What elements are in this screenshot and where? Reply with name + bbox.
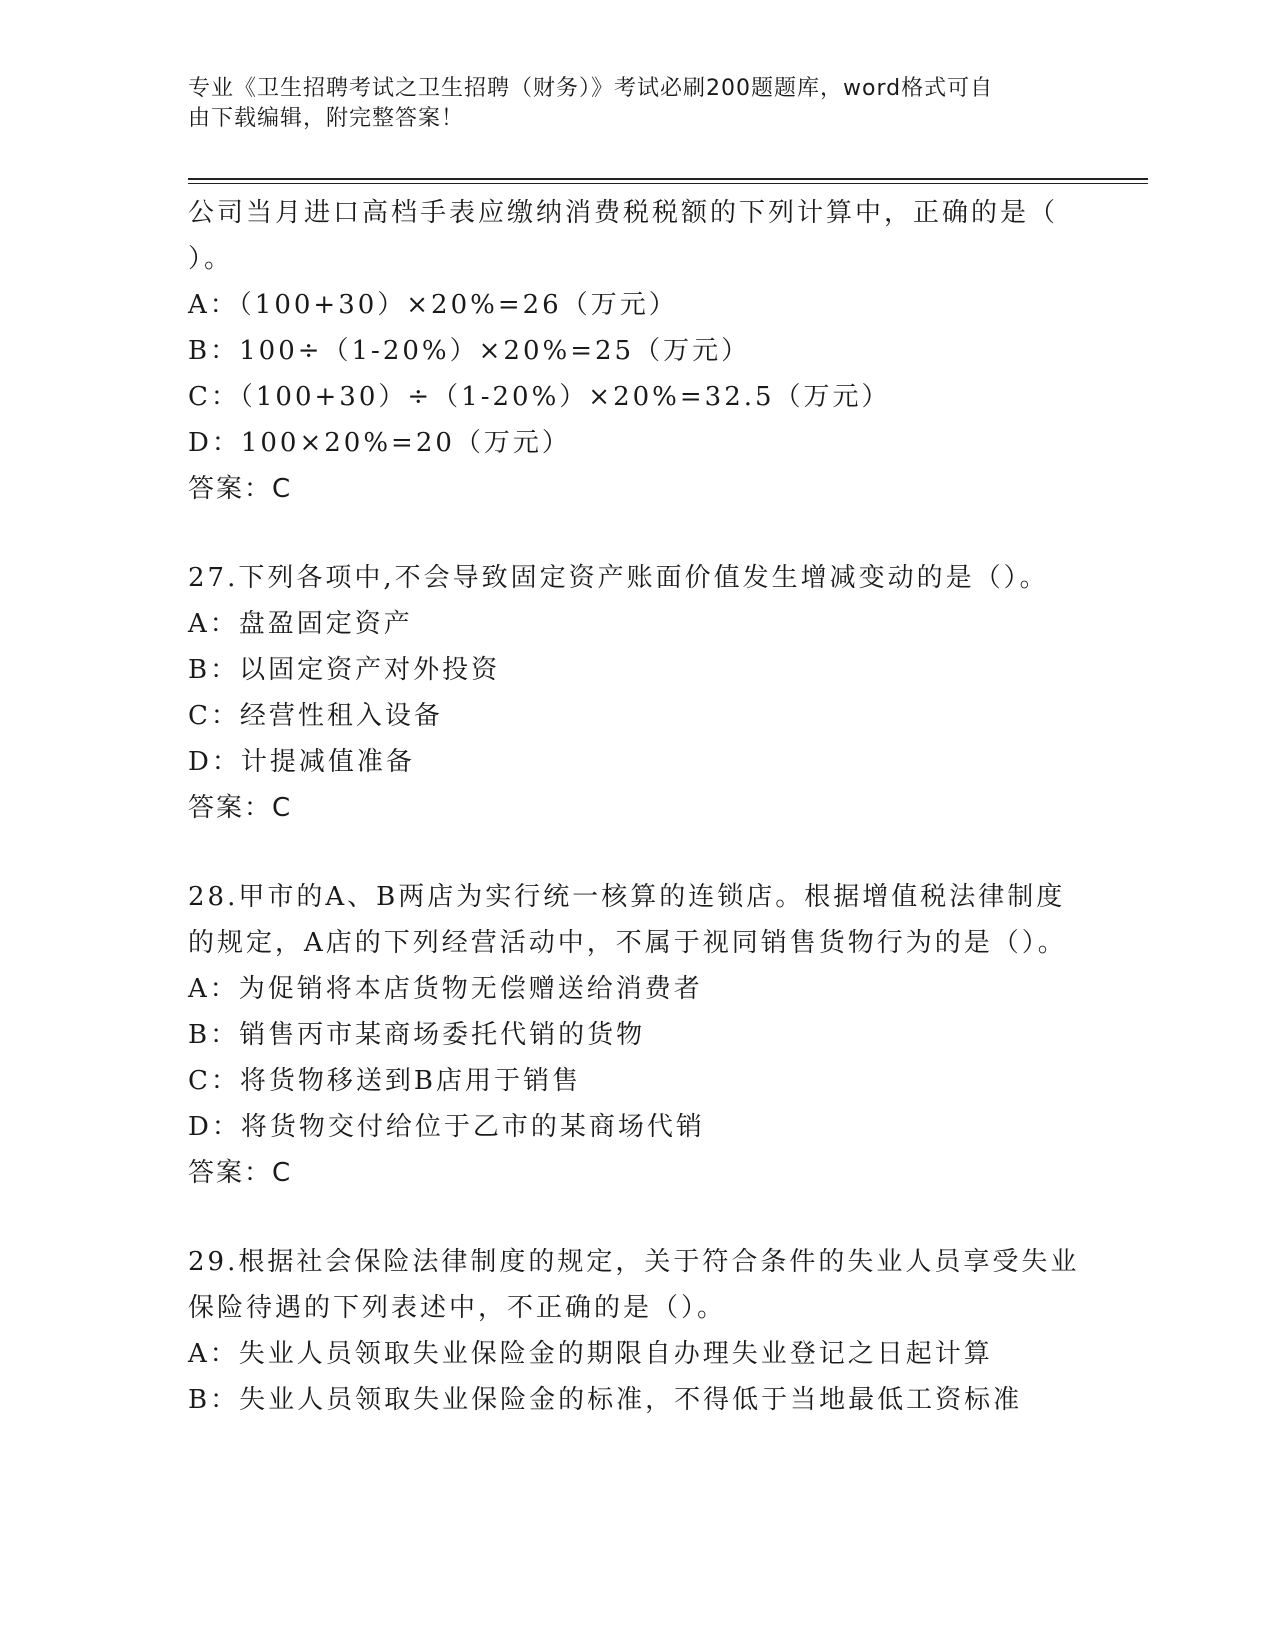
question-stem: 27.下列各项中,不会导致固定资产账面价值发生增减变动的是（）。 bbox=[188, 563, 1049, 593]
document-header bbox=[188, 74, 1088, 134]
spacer bbox=[188, 1196, 1148, 1239]
answer: 答案：C bbox=[188, 474, 293, 504]
question-stem: 保险待遇的下列表述中，不正确的是（）。 bbox=[188, 1293, 727, 1323]
option-a: A：盘盈固定资产 bbox=[188, 609, 413, 639]
question-stem: 29.根据社会保险法律制度的规定，关于符合条件的失业人员享受失业 bbox=[188, 1247, 1080, 1277]
header-line-2: 由下载编辑，附完整答案！ bbox=[188, 106, 465, 131]
option-c: C：将货物移送到B店用于销售 bbox=[188, 1066, 582, 1096]
spacer bbox=[188, 512, 1148, 555]
option-d: D：计提减值准备 bbox=[188, 747, 415, 777]
question-stem: 28.甲市的A、B两店为实行统一核算的连锁店。根据增值税法律制度 bbox=[188, 882, 1066, 912]
spacer bbox=[188, 831, 1148, 874]
option-c: C：经营性租入设备 bbox=[188, 701, 443, 731]
header-line-1: 专业《卫生招聘考试之卫生招聘（财务）》考试必刷200题题库，word格式可自 bbox=[188, 76, 994, 101]
option-a: A：为促销将本店货物无偿赠送给消费者 bbox=[188, 974, 703, 1004]
question-stem: ）。 bbox=[188, 244, 234, 274]
question-list bbox=[188, 190, 1148, 1423]
option-a: A：失业人员领取失业保险金的期限自办理失业登记之日起计算 bbox=[188, 1339, 993, 1369]
question-stem: 的规定，A店的下列经营活动中，不属于视同销售货物行为的是（）。 bbox=[188, 928, 1067, 958]
question-29 bbox=[188, 1239, 1148, 1423]
question-stem: 公司当月进口高档手表应缴纳消费税税额的下列计算中，正确的是（ bbox=[188, 198, 1059, 228]
question-28 bbox=[188, 874, 1148, 1196]
option-a: A：（100+30）×20%=26（万元） bbox=[188, 290, 678, 320]
option-b: B：销售丙市某商场委托代销的货物 bbox=[188, 1020, 646, 1050]
option-b: B：以固定资产对外投资 bbox=[188, 655, 501, 685]
header-divider-thick bbox=[188, 178, 1148, 180]
header-divider-thin bbox=[188, 183, 1148, 184]
answer: 答案：C bbox=[188, 793, 293, 823]
question-26 bbox=[188, 190, 1148, 512]
option-c: C：（100+30）÷（1-20%）×20%=32.5（万元） bbox=[188, 382, 891, 412]
question-27 bbox=[188, 555, 1148, 831]
option-b: B：失业人员领取失业保险金的标准，不得低于当地最低工资标准 bbox=[188, 1385, 1023, 1415]
answer: 答案：C bbox=[188, 1158, 293, 1188]
option-d: D：将货物交付给位于乙市的某商场代销 bbox=[188, 1112, 705, 1142]
option-b: B：100÷（1-20%）×20%=25（万元） bbox=[188, 336, 751, 366]
option-d: D：100×20%=20（万元） bbox=[188, 428, 571, 458]
